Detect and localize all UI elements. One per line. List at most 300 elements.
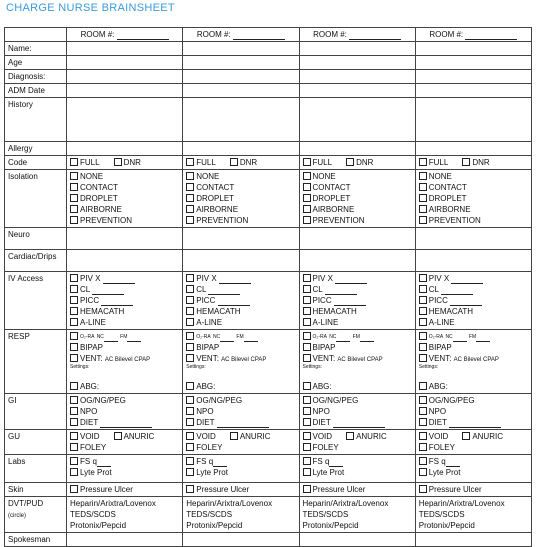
header-row bbox=[5, 28, 532, 42]
aline-checkbox[interactable] bbox=[419, 318, 427, 326]
row-cardiac bbox=[5, 250, 532, 272]
fs-blank[interactable] bbox=[213, 458, 227, 467]
cell-gu-3[interactable] bbox=[299, 430, 415, 455]
cl-checkbox[interactable] bbox=[70, 285, 78, 293]
isolation-2-checkbox[interactable] bbox=[303, 194, 311, 202]
isolation-1-checkbox[interactable] bbox=[70, 183, 78, 191]
dvt-line2: TEDS/SCDS bbox=[302, 510, 349, 519]
o2-checkbox[interactable] bbox=[303, 332, 311, 340]
npo-label: NPO bbox=[428, 407, 447, 416]
full-checkbox[interactable] bbox=[70, 158, 78, 166]
hemacath-checkbox[interactable] bbox=[186, 307, 194, 315]
foley-checkbox[interactable] bbox=[186, 443, 194, 451]
dvt-line1: Heparin/Arixtra/Lovenox bbox=[70, 499, 156, 508]
cell-allergy-2[interactable] bbox=[183, 142, 299, 156]
cell-neuro-4[interactable] bbox=[415, 228, 531, 250]
cell-age-2[interactable] bbox=[183, 56, 299, 70]
room-number-blank[interactable] bbox=[465, 31, 517, 40]
isolation-4-checkbox[interactable] bbox=[70, 216, 78, 224]
og-checkbox[interactable] bbox=[303, 396, 311, 404]
isolation-1-label: CONTACT bbox=[428, 183, 467, 192]
npo-checkbox[interactable] bbox=[186, 407, 194, 415]
fs-option bbox=[419, 456, 460, 467]
isolation-3-option bbox=[70, 204, 179, 215]
row-label-spokesman: Spokesman bbox=[8, 535, 51, 544]
fm-blank[interactable] bbox=[360, 333, 374, 342]
cell-cardiac-1[interactable] bbox=[67, 250, 183, 272]
picc-label: PICC bbox=[428, 296, 448, 305]
isolation-4-checkbox[interactable] bbox=[419, 216, 427, 224]
dnr-checkbox[interactable] bbox=[462, 158, 470, 166]
foley-label: FOLEY bbox=[80, 443, 107, 452]
piv-checkbox[interactable] bbox=[186, 274, 194, 282]
cell-code-1[interactable] bbox=[67, 156, 183, 170]
cell-isolation-2[interactable] bbox=[183, 170, 299, 228]
fm-blank[interactable] bbox=[127, 333, 141, 342]
isolation-3-option bbox=[303, 204, 412, 215]
cell-dvt-4[interactable] bbox=[415, 497, 531, 533]
abg-checkbox[interactable] bbox=[419, 382, 427, 390]
bipap-option bbox=[70, 342, 179, 353]
cell-resp-2[interactable] bbox=[183, 330, 299, 394]
cell-skin-1[interactable] bbox=[67, 483, 183, 497]
cell-dvt-1[interactable] bbox=[67, 497, 183, 533]
cell-dvt-3[interactable] bbox=[299, 497, 415, 533]
anuric-checkbox[interactable] bbox=[230, 432, 238, 440]
aline-label: A-LINE bbox=[312, 318, 339, 327]
cell-labs-1[interactable] bbox=[67, 455, 183, 483]
room-number-blank[interactable] bbox=[349, 31, 401, 40]
row-label-resp: RESP bbox=[8, 332, 30, 341]
piv-blank[interactable] bbox=[219, 275, 251, 284]
void-label: VOID bbox=[196, 432, 216, 441]
diet-blank[interactable] bbox=[333, 419, 385, 428]
cell-gu-2[interactable] bbox=[183, 430, 299, 455]
cl-checkbox[interactable] bbox=[303, 285, 311, 293]
label-cell-labs bbox=[5, 455, 67, 483]
o2-checkbox[interactable] bbox=[186, 332, 194, 340]
aline-label: A-LINE bbox=[196, 318, 223, 327]
room-number-blank[interactable] bbox=[233, 31, 285, 40]
fs-blank[interactable] bbox=[329, 458, 343, 467]
foley-option bbox=[303, 442, 412, 453]
diet-label: DIET bbox=[312, 418, 331, 427]
isolation-3-label: AIRBORNE bbox=[80, 205, 122, 214]
room-label: ROOM #: bbox=[80, 30, 115, 39]
cl-blank[interactable] bbox=[208, 286, 240, 295]
piv-checkbox[interactable] bbox=[303, 274, 311, 282]
cell-iv_access-3[interactable] bbox=[299, 272, 415, 330]
cell-code-3[interactable] bbox=[299, 156, 415, 170]
cell-allergy-4[interactable] bbox=[415, 142, 531, 156]
full-checkbox[interactable] bbox=[186, 158, 194, 166]
aline-checkbox[interactable] bbox=[186, 318, 194, 326]
label-cell-cardiac bbox=[5, 250, 67, 272]
cl-checkbox[interactable] bbox=[419, 285, 427, 293]
foley-checkbox[interactable] bbox=[70, 443, 78, 451]
fs-label: FS q bbox=[428, 457, 446, 466]
diet-checkbox[interactable] bbox=[186, 418, 194, 426]
cell-iv_access-2[interactable] bbox=[183, 272, 299, 330]
cell-allergy-1[interactable] bbox=[67, 142, 183, 156]
ulcer-option bbox=[419, 484, 528, 495]
cell-code-2[interactable] bbox=[183, 156, 299, 170]
cl-checkbox[interactable] bbox=[186, 285, 194, 293]
dnr-checkbox[interactable] bbox=[114, 158, 122, 166]
fs-blank[interactable] bbox=[97, 458, 111, 467]
cell-adm_date-1[interactable] bbox=[67, 84, 183, 98]
room-label: ROOM #: bbox=[196, 30, 231, 39]
room-number-blank[interactable] bbox=[117, 31, 169, 40]
dnr-label: DNR bbox=[123, 158, 141, 167]
picc-blank[interactable] bbox=[334, 297, 366, 306]
isolation-3-checkbox[interactable] bbox=[419, 205, 427, 213]
room-header-1[interactable] bbox=[67, 28, 183, 42]
nc-blank[interactable] bbox=[104, 333, 118, 342]
fs-checkbox[interactable] bbox=[303, 457, 311, 465]
isolation-3-checkbox[interactable] bbox=[303, 205, 311, 213]
settings-label: Settings: bbox=[418, 364, 439, 370]
abg-checkbox[interactable] bbox=[70, 382, 78, 390]
isolation-2-checkbox[interactable] bbox=[186, 194, 194, 202]
vent-checkbox[interactable] bbox=[186, 354, 194, 362]
diet-blank[interactable] bbox=[449, 419, 501, 428]
foley-option bbox=[419, 442, 528, 453]
full-checkbox[interactable] bbox=[303, 158, 311, 166]
isolation-2-label: DROPLET bbox=[80, 194, 118, 203]
cell-name-1[interactable] bbox=[67, 42, 183, 56]
cell-adm_date-4[interactable] bbox=[415, 84, 531, 98]
og-checkbox[interactable] bbox=[419, 396, 427, 404]
row-adm_date bbox=[5, 84, 532, 98]
lyte-checkbox[interactable] bbox=[303, 468, 311, 476]
row-isolation bbox=[5, 170, 532, 228]
dvt-line1: Heparin/Arixtra/Lovenox bbox=[418, 499, 505, 508]
foley-option bbox=[186, 442, 295, 453]
cell-diagnosis-1[interactable] bbox=[67, 70, 183, 84]
cell-cardiac-4[interactable] bbox=[415, 250, 531, 272]
anuric-option bbox=[114, 431, 155, 442]
dnr-checkbox[interactable] bbox=[346, 158, 354, 166]
void-checkbox[interactable] bbox=[419, 432, 427, 440]
o2-checkbox[interactable] bbox=[419, 332, 427, 340]
piv-option bbox=[419, 273, 528, 284]
lyte-checkbox[interactable] bbox=[186, 468, 194, 476]
row-label-neuro: Neuro bbox=[8, 230, 30, 239]
cell-adm_date-2[interactable] bbox=[183, 84, 299, 98]
abg-label: ABG: bbox=[428, 382, 448, 391]
abg-option bbox=[186, 381, 295, 392]
npo-checkbox[interactable] bbox=[70, 407, 78, 415]
aline-checkbox[interactable] bbox=[303, 318, 311, 326]
row-label-code: Code bbox=[8, 158, 28, 167]
lyte-checkbox[interactable] bbox=[70, 468, 78, 476]
cell-resp-1[interactable] bbox=[67, 330, 183, 394]
cell-skin-2[interactable] bbox=[183, 483, 299, 497]
hemacath-checkbox[interactable] bbox=[303, 307, 311, 315]
lyte-option bbox=[70, 467, 112, 478]
dvt-line2: TEDS/SCDS bbox=[418, 510, 465, 519]
label-cell-name bbox=[5, 42, 67, 56]
isolation-3-checkbox[interactable] bbox=[70, 205, 78, 213]
row-label-isolation: Isolation bbox=[8, 172, 38, 181]
bipap-checkbox[interactable] bbox=[303, 343, 311, 351]
og-checkbox[interactable] bbox=[186, 396, 194, 404]
cell-neuro-3[interactable] bbox=[299, 228, 415, 250]
cell-gi-2[interactable] bbox=[183, 394, 299, 430]
ulcer-label: Pressure Ulcer bbox=[196, 485, 250, 494]
cell-iv_access-4[interactable] bbox=[415, 272, 531, 330]
hemacath-checkbox[interactable] bbox=[419, 307, 427, 315]
row-label-gi: GI bbox=[8, 396, 17, 405]
diet-checkbox[interactable] bbox=[303, 418, 311, 426]
cell-adm_date-3[interactable] bbox=[299, 84, 415, 98]
row-label-name: Name: bbox=[8, 44, 32, 53]
aline-checkbox[interactable] bbox=[70, 318, 78, 326]
row-gu bbox=[5, 430, 532, 455]
vent-label: VENT: bbox=[80, 354, 103, 363]
dvt-line2: TEDS/SCDS bbox=[70, 510, 116, 519]
ulcer-checkbox[interactable] bbox=[419, 485, 427, 493]
isolation-2-option bbox=[70, 193, 179, 204]
dnr-label: DNR bbox=[239, 158, 258, 167]
fm-blank[interactable] bbox=[244, 333, 258, 342]
isolation-0-checkbox[interactable] bbox=[419, 172, 427, 180]
nc-blank[interactable] bbox=[220, 333, 234, 342]
cell-isolation-3[interactable] bbox=[299, 170, 415, 228]
piv-blank[interactable] bbox=[103, 275, 135, 284]
isolation-0-label: NONE bbox=[428, 172, 452, 181]
foley-checkbox[interactable] bbox=[419, 443, 427, 451]
o2-option bbox=[303, 331, 412, 342]
row-gi bbox=[5, 394, 532, 430]
aline-option bbox=[303, 317, 412, 328]
fs-checkbox[interactable] bbox=[186, 457, 194, 465]
void-checkbox[interactable] bbox=[186, 432, 194, 440]
picc-blank[interactable] bbox=[101, 297, 133, 306]
isolation-1-option bbox=[70, 182, 179, 193]
cell-diagnosis-4[interactable] bbox=[415, 70, 531, 84]
cell-gu-4[interactable] bbox=[415, 430, 531, 455]
bipap-label: BIPAP bbox=[428, 343, 452, 352]
piv-blank[interactable] bbox=[451, 275, 483, 284]
cell-iv_access-1[interactable] bbox=[67, 272, 183, 330]
npo-checkbox[interactable] bbox=[419, 407, 427, 415]
picc-checkbox[interactable] bbox=[303, 296, 311, 304]
cell-gu-1[interactable] bbox=[67, 430, 183, 455]
anuric-checkbox[interactable] bbox=[114, 432, 122, 440]
dvt-line3: Protonix/Pepcid bbox=[186, 521, 243, 530]
cell-neuro-1[interactable] bbox=[67, 228, 183, 250]
isolation-1-checkbox[interactable] bbox=[186, 183, 194, 191]
lyte-checkbox[interactable] bbox=[419, 468, 427, 476]
picc-label: PICC bbox=[312, 296, 332, 305]
o2-checkbox[interactable] bbox=[70, 332, 78, 340]
cell-age-3[interactable] bbox=[299, 56, 415, 70]
cell-resp-3[interactable] bbox=[299, 330, 415, 394]
cell-history-1[interactable] bbox=[67, 98, 183, 142]
bipap-checkbox[interactable] bbox=[186, 343, 194, 351]
piv-checkbox[interactable] bbox=[419, 274, 427, 282]
cell-isolation-1[interactable] bbox=[67, 170, 183, 228]
dnr-option bbox=[462, 157, 489, 168]
cell-history-4[interactable] bbox=[415, 98, 531, 142]
cell-diagnosis-3[interactable] bbox=[299, 70, 415, 84]
label-cell-diagnosis bbox=[5, 70, 67, 84]
bipap-label: BIPAP bbox=[196, 343, 220, 352]
vent-checkbox[interactable] bbox=[419, 354, 427, 362]
cell-history-2[interactable] bbox=[183, 98, 299, 142]
isolation-1-checkbox[interactable] bbox=[303, 183, 311, 191]
full-option bbox=[419, 157, 449, 168]
isolation-1-label: CONTACT bbox=[312, 183, 351, 192]
cl-blank[interactable] bbox=[441, 286, 473, 295]
diet-blank[interactable] bbox=[217, 419, 269, 428]
foley-checkbox[interactable] bbox=[303, 443, 311, 451]
isolation-0-checkbox[interactable] bbox=[303, 172, 311, 180]
cell-labs-3[interactable] bbox=[299, 455, 415, 483]
isolation-3-label: AIRBORNE bbox=[196, 205, 239, 214]
cell-age-4[interactable] bbox=[415, 56, 531, 70]
diet-checkbox[interactable] bbox=[70, 418, 78, 426]
piv-label: PIV X bbox=[312, 274, 333, 283]
isolation-2-checkbox[interactable] bbox=[419, 194, 427, 202]
cell-skin-4[interactable] bbox=[415, 483, 531, 497]
abg-checkbox[interactable] bbox=[186, 382, 194, 390]
cell-name-2[interactable] bbox=[183, 42, 299, 56]
isolation-1-option bbox=[419, 182, 528, 193]
isolation-0-label: NONE bbox=[312, 172, 336, 181]
room-header-3[interactable] bbox=[299, 28, 415, 42]
piv-blank[interactable] bbox=[335, 275, 367, 284]
isolation-0-checkbox[interactable] bbox=[186, 172, 194, 180]
room-header-2[interactable] bbox=[183, 28, 299, 42]
cell-isolation-4[interactable] bbox=[415, 170, 531, 228]
fs-blank[interactable] bbox=[446, 458, 460, 467]
fs-checkbox[interactable] bbox=[419, 457, 427, 465]
cell-name-4[interactable] bbox=[415, 42, 531, 56]
lyte-label: Lyte Prot bbox=[428, 468, 461, 477]
label-cell-resp bbox=[5, 330, 67, 394]
cell-gi-4[interactable] bbox=[415, 394, 531, 430]
cl-label: CL bbox=[428, 285, 439, 294]
piv-option bbox=[186, 273, 295, 284]
row-label-dvt: DVT/PUD bbox=[8, 499, 44, 508]
bipap-checkbox[interactable] bbox=[419, 343, 427, 351]
vent-checkbox[interactable] bbox=[303, 354, 311, 362]
aline-option bbox=[186, 317, 295, 328]
void-checkbox[interactable] bbox=[303, 432, 311, 440]
foley-option bbox=[70, 442, 179, 453]
cell-gi-1[interactable] bbox=[67, 394, 183, 430]
label-cell-adm_date bbox=[5, 84, 67, 98]
isolation-2-checkbox[interactable] bbox=[70, 194, 78, 202]
nc-blank[interactable] bbox=[453, 333, 467, 342]
cell-allergy-3[interactable] bbox=[299, 142, 415, 156]
vent-checkbox[interactable] bbox=[70, 354, 78, 362]
full-label: FULL bbox=[428, 158, 449, 167]
picc-blank[interactable] bbox=[218, 297, 250, 306]
picc-checkbox[interactable] bbox=[186, 296, 194, 304]
cell-code-4[interactable] bbox=[415, 156, 531, 170]
ulcer-checkbox[interactable] bbox=[70, 485, 78, 493]
foley-label: FOLEY bbox=[312, 443, 339, 452]
picc-checkbox[interactable] bbox=[419, 296, 427, 304]
cell-labs-4[interactable] bbox=[415, 455, 531, 483]
fm-blank[interactable] bbox=[476, 333, 490, 342]
isolation-2-label: DROPLET bbox=[312, 194, 351, 203]
bipap-checkbox[interactable] bbox=[70, 343, 78, 351]
ulcer-label: Pressure Ulcer bbox=[312, 485, 366, 494]
bipap-option bbox=[419, 342, 528, 353]
ulcer-checkbox[interactable] bbox=[186, 485, 194, 493]
cell-dvt-2[interactable] bbox=[183, 497, 299, 533]
cell-cardiac-2[interactable] bbox=[183, 250, 299, 272]
cell-neuro-2[interactable] bbox=[183, 228, 299, 250]
void-checkbox[interactable] bbox=[70, 432, 78, 440]
diet-checkbox[interactable] bbox=[419, 418, 427, 426]
dnr-checkbox[interactable] bbox=[230, 158, 238, 166]
picc-option bbox=[70, 295, 179, 306]
picc-option bbox=[303, 295, 412, 306]
dvt-line2: TEDS/SCDS bbox=[186, 510, 233, 519]
isolation-1-option bbox=[186, 182, 295, 193]
vent-label: VENT: bbox=[428, 354, 452, 363]
og-checkbox[interactable] bbox=[70, 396, 78, 404]
isolation-4-checkbox[interactable] bbox=[303, 216, 311, 224]
bipap-option bbox=[303, 342, 412, 353]
room-header-4[interactable] bbox=[415, 28, 531, 42]
cell-cardiac-3[interactable] bbox=[299, 250, 415, 272]
abg-checkbox[interactable] bbox=[303, 382, 311, 390]
cell-gi-3[interactable] bbox=[299, 394, 415, 430]
piv-checkbox[interactable] bbox=[70, 274, 78, 282]
anuric-label: ANURIC bbox=[356, 432, 387, 441]
cell-history-3[interactable] bbox=[299, 98, 415, 142]
anuric-checkbox[interactable] bbox=[346, 432, 354, 440]
cell-labs-2[interactable] bbox=[183, 455, 299, 483]
picc-checkbox[interactable] bbox=[70, 296, 78, 304]
anuric-checkbox[interactable] bbox=[462, 432, 470, 440]
isolation-0-label: NONE bbox=[80, 172, 104, 181]
cell-resp-4[interactable] bbox=[415, 330, 531, 394]
og-option bbox=[70, 395, 179, 406]
cell-name-3[interactable] bbox=[299, 42, 415, 56]
ulcer-checkbox[interactable] bbox=[303, 485, 311, 493]
cl-option bbox=[186, 284, 295, 295]
isolation-1-checkbox[interactable] bbox=[419, 183, 427, 191]
isolation-4-checkbox[interactable] bbox=[186, 216, 194, 224]
diet-blank[interactable] bbox=[100, 419, 152, 428]
row-label-iv_access: IV Access bbox=[8, 274, 44, 283]
full-checkbox[interactable] bbox=[419, 158, 427, 166]
fs-checkbox[interactable] bbox=[70, 457, 78, 465]
cl-blank[interactable] bbox=[325, 286, 357, 295]
row-age bbox=[5, 56, 532, 70]
picc-blank[interactable] bbox=[450, 297, 482, 306]
isolation-0-checkbox[interactable] bbox=[70, 172, 78, 180]
npo-checkbox[interactable] bbox=[303, 407, 311, 415]
nc-blank[interactable] bbox=[336, 333, 350, 342]
cl-blank[interactable] bbox=[92, 286, 124, 295]
foley-label: FOLEY bbox=[196, 443, 223, 452]
vent-label: VENT: bbox=[196, 354, 219, 363]
hemacath-checkbox[interactable] bbox=[70, 307, 78, 315]
cell-skin-3[interactable] bbox=[299, 483, 415, 497]
isolation-3-checkbox[interactable] bbox=[186, 205, 194, 213]
cell-age-1[interactable] bbox=[67, 56, 183, 70]
cell-diagnosis-2[interactable] bbox=[183, 70, 299, 84]
